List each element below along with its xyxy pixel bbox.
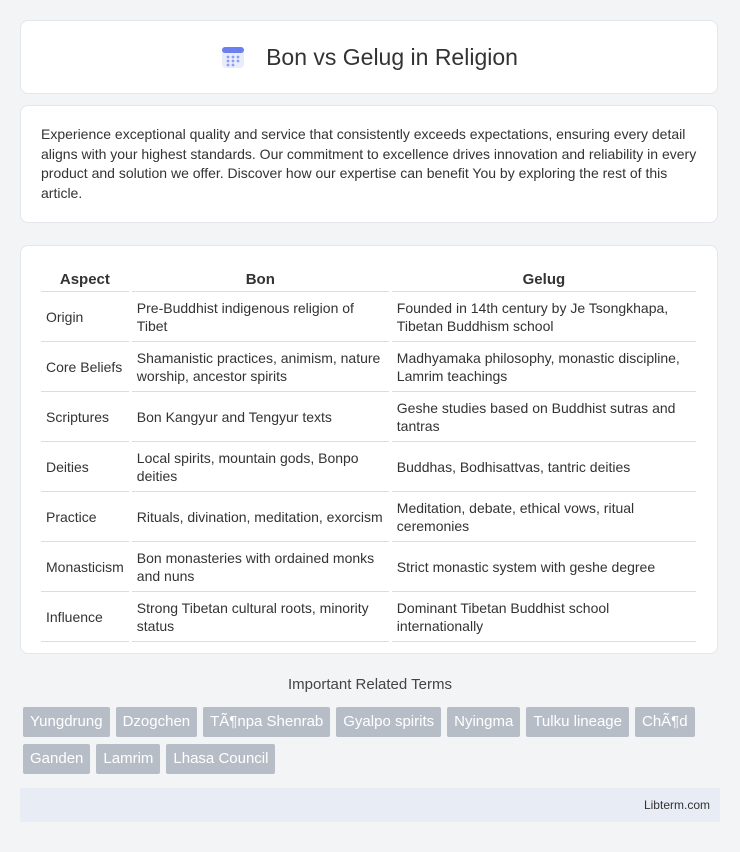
related-term-tag[interactable]: ChÃ¶d (635, 707, 695, 737)
cell-bon: Bon monasteries with ordained monks and nuns (132, 543, 389, 592)
related-term-tag[interactable]: Lamrim (96, 744, 160, 774)
comparison-card (20, 245, 718, 654)
related-term-tag[interactable]: Tulku lineage (526, 707, 629, 737)
cell-bon: Strong Tibetan cultural roots, minority status (132, 593, 389, 642)
intro-card (20, 105, 718, 223)
header-aspect: Aspect (41, 267, 129, 292)
table-row (41, 343, 696, 392)
header-card (20, 20, 718, 94)
table-row (41, 543, 696, 592)
cell-gelug: Dominant Tibetan Buddhist school internationally (392, 593, 696, 642)
table-row (41, 493, 696, 542)
cell-aspect: Influence (41, 593, 129, 642)
cell-aspect: Scriptures (41, 393, 129, 442)
page-title: Bon vs Gelug in Religion (266, 43, 518, 70)
calendar-icon (220, 44, 246, 70)
cell-gelug: Strict monastic system with geshe degree (392, 543, 696, 592)
footer-site: Libterm.com (643, 798, 710, 812)
table-row (41, 393, 696, 442)
table-row (41, 593, 696, 642)
related-term-tag[interactable]: Lhasa Council (166, 744, 275, 774)
table-row (41, 293, 696, 342)
cell-bon: Pre-Buddhist indigenous religion of Tibet (132, 293, 389, 342)
cell-bon: Rituals, divination, meditation, exorcism (132, 493, 389, 542)
cell-gelug: Madhyamaka philosophy, monastic discipline, Lamrim teachings (392, 343, 696, 392)
cell-aspect: Origin (41, 293, 129, 342)
cell-gelug: Buddhas, Bodhisattvas, tantric deities (392, 443, 696, 492)
related-term-tag[interactable]: TÃ¶npa Shenrab (203, 707, 330, 737)
cell-bon: Shamanistic practices, animism, nature worship, ancestor spirits (132, 343, 389, 392)
related-term-tag[interactable]: Yungdrung (23, 707, 110, 737)
header-gelug: Gelug (392, 267, 696, 292)
comparison-table (38, 266, 699, 643)
related-terms-title: Important Related Terms (288, 676, 452, 693)
table-row (41, 443, 696, 492)
table-header-row (41, 267, 696, 292)
related-term-tag[interactable]: Ganden (23, 744, 90, 774)
cell-aspect: Core Beliefs (41, 343, 129, 392)
related-term-tag[interactable]: Nyingma (447, 707, 520, 737)
cell-aspect: Practice (41, 493, 129, 542)
cell-gelug: Geshe studies based on Buddhist sutras and tantras (392, 393, 696, 442)
related-term-tag[interactable]: Gyalpo spirits (336, 707, 441, 737)
header-bon: Bon (132, 267, 389, 292)
cell-bon: Local spirits, mountain gods, Bonpo deities (132, 443, 389, 492)
related-terms-list (23, 707, 723, 781)
related-term-tag[interactable]: Dzogchen (116, 707, 198, 737)
cell-bon: Bon Kangyur and Tengyur texts (132, 393, 389, 442)
cell-aspect: Monasticism (41, 543, 129, 592)
cell-aspect: Deities (41, 443, 129, 492)
footer (20, 788, 720, 822)
cell-gelug: Founded in 14th century by Je Tsongkhapa, Tibetan Buddhism school (392, 293, 696, 342)
cell-gelug: Meditation, debate, ethical vows, ritual ceremonies (392, 493, 696, 542)
intro-text: Experience exceptional quality and service that consistently exceeds expectations, ensuring every detail aligns with your highest standards. Our commitment to excellence drives innovation and reliability in every product and solution we offer. Discover how our expertise can benefit You by exploring the rest of this article. (41, 126, 697, 201)
